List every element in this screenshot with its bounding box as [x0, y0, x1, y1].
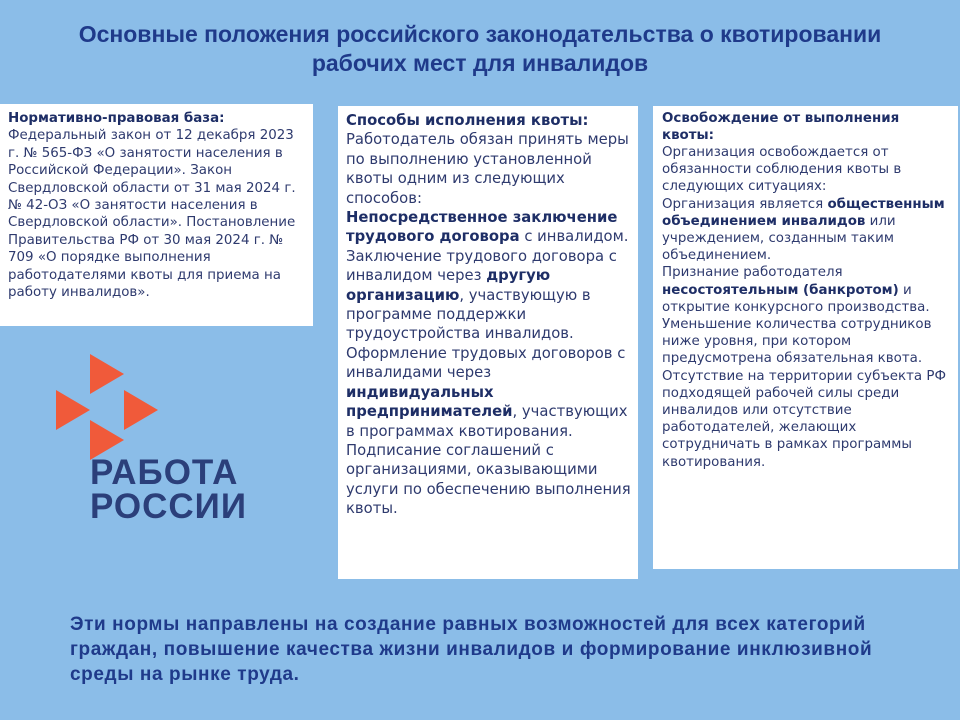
quota-exemption-heading: Освобождение от выполнения квоты:	[662, 111, 900, 143]
exemption-text: и открытие конкурсного производства.	[662, 282, 930, 315]
exemption-bold: несостоятельным (банкротом)	[662, 282, 899, 298]
method-item	[346, 344, 632, 441]
method-text: Заключение трудового договора с инвалидом через	[346, 247, 617, 285]
logo-line-2: РОССИИ	[90, 487, 247, 526]
exemption-text: или учреждением, созданным таким объединением.	[662, 213, 896, 264]
method-item	[346, 247, 632, 344]
exemption-text: Признание работодателя	[662, 265, 843, 281]
logo-wordmark	[90, 453, 247, 526]
method-item	[346, 208, 632, 247]
footer-statement: Эти нормы направлены на создание равных возможностей для всех категорий граждан, повышение качества жизни инвалидов и формирование инклюзивной среды на рынке труда.	[70, 614, 873, 685]
exemption-item: Уменьшение количества сотрудников ниже уровня, при котором предусмотрена обязательная квота.	[662, 317, 932, 367]
legal-basis-heading: Нормативно-правовая база:	[8, 111, 225, 126]
arrows-logo-icon	[50, 348, 180, 460]
legal-basis-panel	[0, 104, 313, 326]
quota-exemption-intro: Организация освобождается от обязанности соблюдения квоты в следующих ситуациях:	[662, 145, 902, 195]
method-bold: Непосредственное заключение трудового договора	[346, 209, 618, 246]
method-text: Оформление трудовых договоров с инвалидами через	[346, 344, 626, 382]
exemption-bold: общественным объединением инвалидов	[662, 196, 945, 229]
logo-arrow-top	[90, 354, 124, 394]
method-bold: индивидуальных предпринимателей	[346, 383, 513, 421]
quota-methods-heading: Способы исполнения квоты:	[346, 112, 589, 129]
exemption-item	[662, 196, 952, 265]
method-bold: другую организацию	[346, 267, 551, 304]
quota-methods-intro: Работодатель обязан принять меры по выполнению установленной квоты одним из следующих способов:	[346, 131, 629, 207]
slide-title: Основные положения российского законодательства о квотировании рабочих мест для инвалидов	[78, 21, 882, 76]
exemption-item	[662, 264, 952, 316]
logo-arrow-right	[124, 390, 158, 430]
legal-basis-text: Федеральный закон от 12 декабря 2023 г. № 565-ФЗ «О занятости населения в Российской Федерации». Закон Свердловской области от 31 мая 2024 г. № 42-ОЗ «О занятости населения в Свердловской области». Постановление Правительства РФ от 30 мая 2024 г. № 709 «О порядке выполнения работодателями квоты для приема на работу инвалидов».	[8, 128, 296, 301]
exemption-text: Организация является	[662, 196, 828, 212]
logo-arrow-left	[56, 390, 90, 430]
quota-exemption-panel	[653, 106, 958, 569]
method-item: Подписание соглашений с организациями, оказывающими услуги по обеспечению выполнения квоты.	[346, 441, 631, 518]
exemption-item: Отсутствие на территории субъекта РФ подходящей рабочей силы среди инвалидов или отсутствие работодателей, желающих сотрудничать в рамках программы квотирования.	[662, 368, 946, 470]
method-text: , участвующих в программах квотирования.	[346, 403, 628, 440]
logo-line-1: РАБОТА	[90, 453, 239, 492]
method-text: , участвующую в программе поддержки трудоустройства инвалидов.	[346, 286, 591, 343]
method-text: с инвалидом.	[519, 228, 629, 246]
quota-methods-panel	[338, 106, 638, 579]
